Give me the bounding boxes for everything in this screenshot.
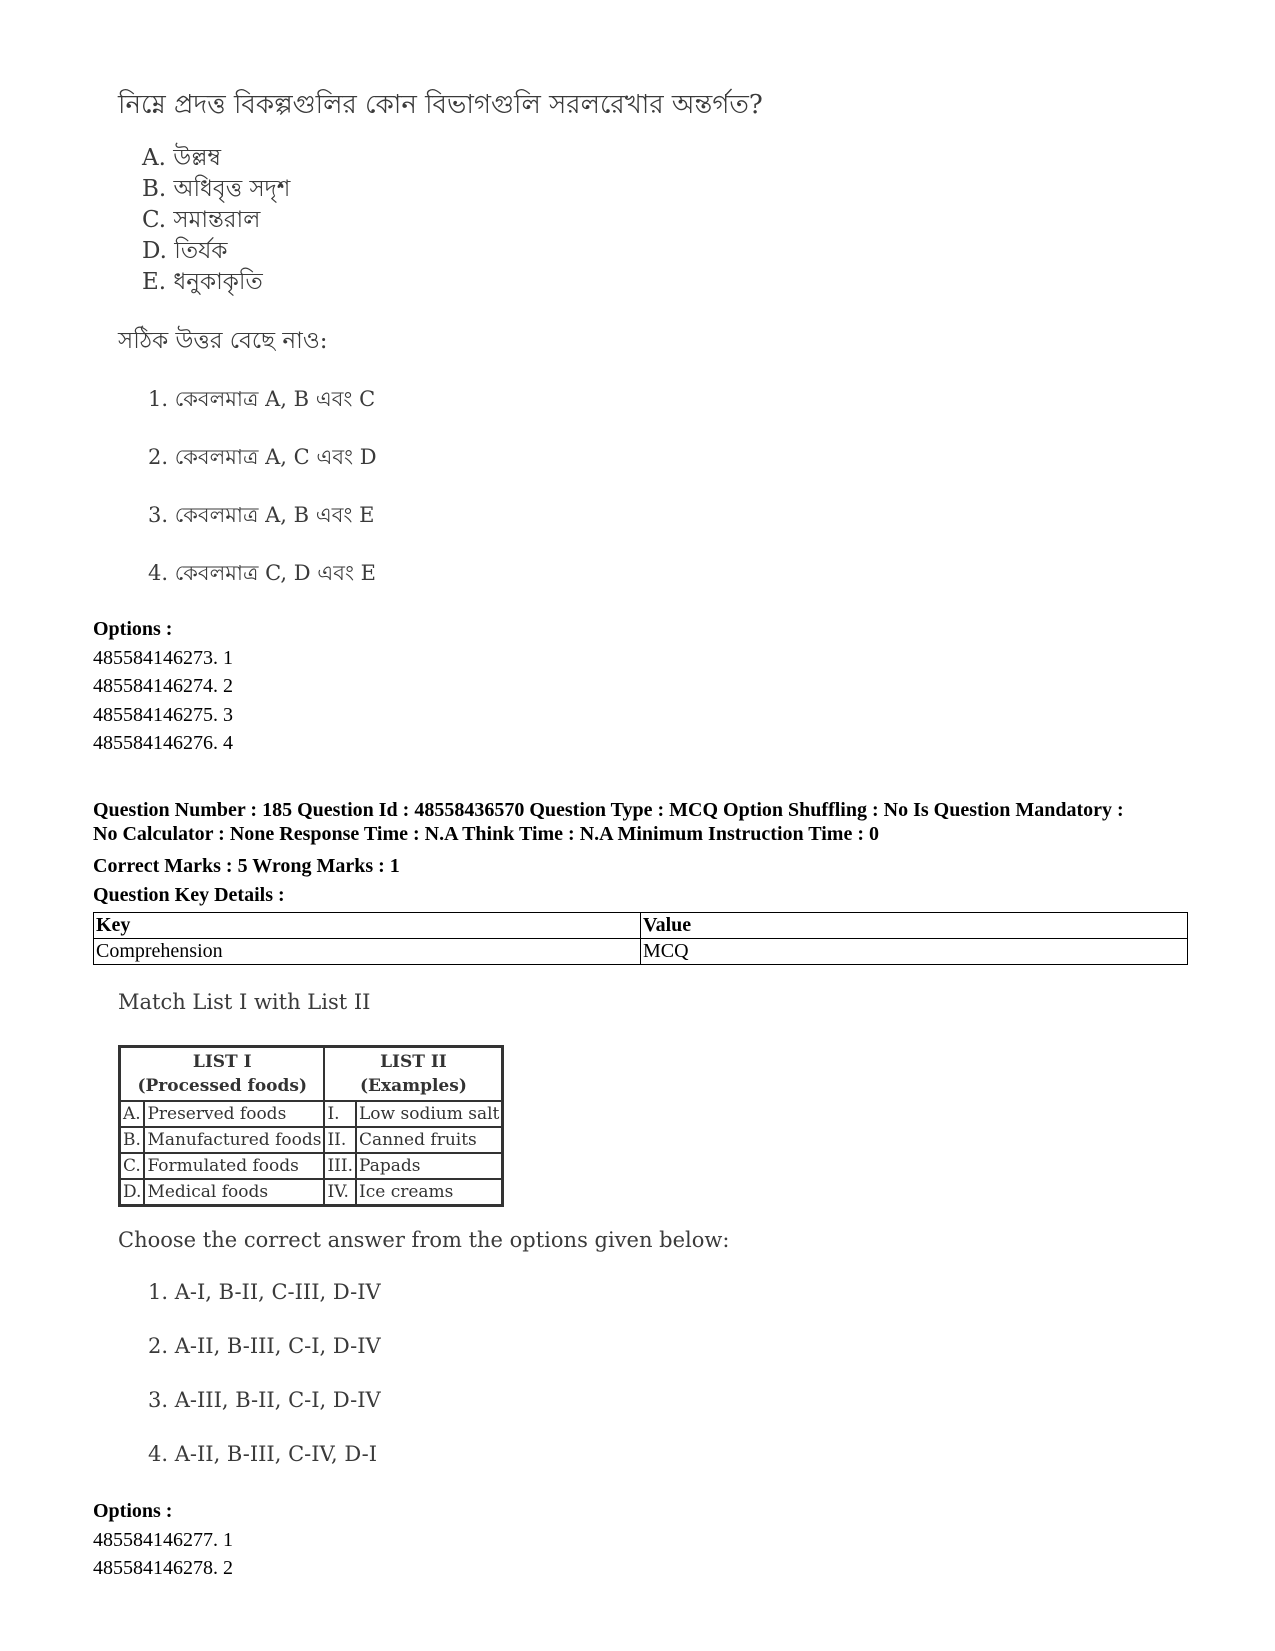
q2-choice: 4. A-II, B-III, C-IV, D-I — [148, 1442, 377, 1466]
table-cell: Comprehension — [94, 939, 641, 965]
list1-header — [120, 1047, 325, 1102]
q1-item: A. উল্লম্ব — [142, 145, 222, 171]
list2-item: Papads — [356, 1153, 503, 1179]
table-cell: MCQ — [641, 939, 1188, 965]
q2-options-block — [93, 1497, 233, 1583]
q2-meta-line: Question Number : 185 Question Id : 48558436570 Question Type : MCQ Option Shuffling : No Is Question Mandatory : — [93, 799, 1124, 821]
list1-title: LIST I — [192, 1052, 252, 1072]
match-table-row — [120, 1127, 503, 1153]
table-row — [94, 939, 1188, 965]
q2-marks: Correct Marks : 5 Wrong Marks : 1 — [93, 855, 400, 877]
q1-item: E. ধনুকাকৃতি — [142, 269, 263, 295]
q2-meta — [93, 798, 1213, 846]
match-table-row — [120, 1179, 503, 1206]
list1-item: Manufactured foods — [144, 1127, 324, 1153]
q1-choice: 2. কেবলমাত্র A, C এবং D — [148, 445, 377, 469]
q2-option: 485584146278. 2 — [93, 1557, 233, 1579]
match-table-header-row — [120, 1047, 503, 1102]
list1-item: Preserved foods — [144, 1101, 324, 1127]
list2-numeral: III. — [324, 1153, 356, 1179]
q2-key-details-label: Question Key Details : — [93, 884, 285, 906]
key-details-table — [93, 912, 1188, 965]
list2-item: Ice creams — [356, 1179, 503, 1206]
q1-option: 485584146276. 4 — [93, 732, 233, 754]
q2-choices-list — [148, 1280, 381, 1496]
q1-prompt: সঠিক উত্তর বেছে নাও: — [118, 328, 328, 354]
q1-option: 485584146274. 2 — [93, 675, 233, 697]
q2-choice: 2. A-II, B-III, C-I, D-IV — [148, 1334, 381, 1358]
list1-item: Formulated foods — [144, 1153, 324, 1179]
q1-options-label: Options : — [93, 618, 173, 640]
list2-numeral: IV. — [324, 1179, 356, 1206]
q1-option: 485584146275. 3 — [93, 703, 233, 726]
match-table-row — [120, 1101, 503, 1127]
list1-letter: C. — [120, 1153, 145, 1179]
table-header-cell: Value — [641, 913, 1188, 939]
list2-header — [324, 1047, 502, 1102]
q1-items-list — [142, 143, 290, 298]
q2-stem: Match List I with List II — [118, 990, 371, 1014]
q1-choice: 4. কেবলমাত্র C, D এবং E — [148, 561, 377, 585]
list2-item: Canned fruits — [356, 1127, 503, 1153]
list2-numeral: II. — [324, 1127, 356, 1153]
q2-choice: 1. A-I, B-II, C-III, D-IV — [148, 1280, 381, 1304]
q1-stem: নিম্নে প্রদত্ত বিকল্পগুলির কোন বিভাগগুলি সরলরেখার অন্তর্গত? — [118, 90, 763, 120]
q2-prompt: Choose the correct answer from the options given below: — [118, 1228, 730, 1252]
table-header-row — [94, 913, 1188, 939]
list2-subtitle: (Examples) — [359, 1076, 467, 1096]
match-list-table — [118, 1045, 504, 1207]
q1-item: C. সমান্তরাল — [142, 207, 261, 233]
q2-choice: 3. A-III, B-II, C-I, D-IV — [148, 1388, 381, 1412]
list1-item: Medical foods — [144, 1179, 324, 1206]
q1-item: B. অধিবৃত্ত সদৃশ — [142, 176, 291, 202]
q1-choices-list — [148, 383, 377, 615]
list2-title: LIST II — [380, 1052, 447, 1072]
match-table-row — [120, 1153, 503, 1179]
list2-item: Low sodium salt — [356, 1101, 503, 1127]
list2-numeral: I. — [324, 1101, 356, 1127]
list1-letter: A. — [120, 1101, 145, 1127]
table-header-cell: Key — [94, 913, 641, 939]
q1-choice: 1. কেবলমাত্র A, B এবং C — [148, 387, 376, 411]
q1-choice: 3. কেবলমাত্র A, B এবং E — [148, 503, 375, 527]
q2-option: 485584146277. 1 — [93, 1528, 233, 1551]
list1-letter: D. — [120, 1179, 145, 1206]
q1-options-block — [93, 615, 233, 758]
q2-meta-line: No Calculator : None Response Time : N.A Think Time : N.A Minimum Instruction Time : 0 — [93, 823, 879, 845]
list1-subtitle: (Processed foods) — [137, 1076, 307, 1096]
q1-option: 485584146273. 1 — [93, 646, 233, 669]
q2-options-label: Options : — [93, 1500, 173, 1522]
q1-item: D. তির্যক — [142, 238, 228, 264]
list1-letter: B. — [120, 1127, 145, 1153]
